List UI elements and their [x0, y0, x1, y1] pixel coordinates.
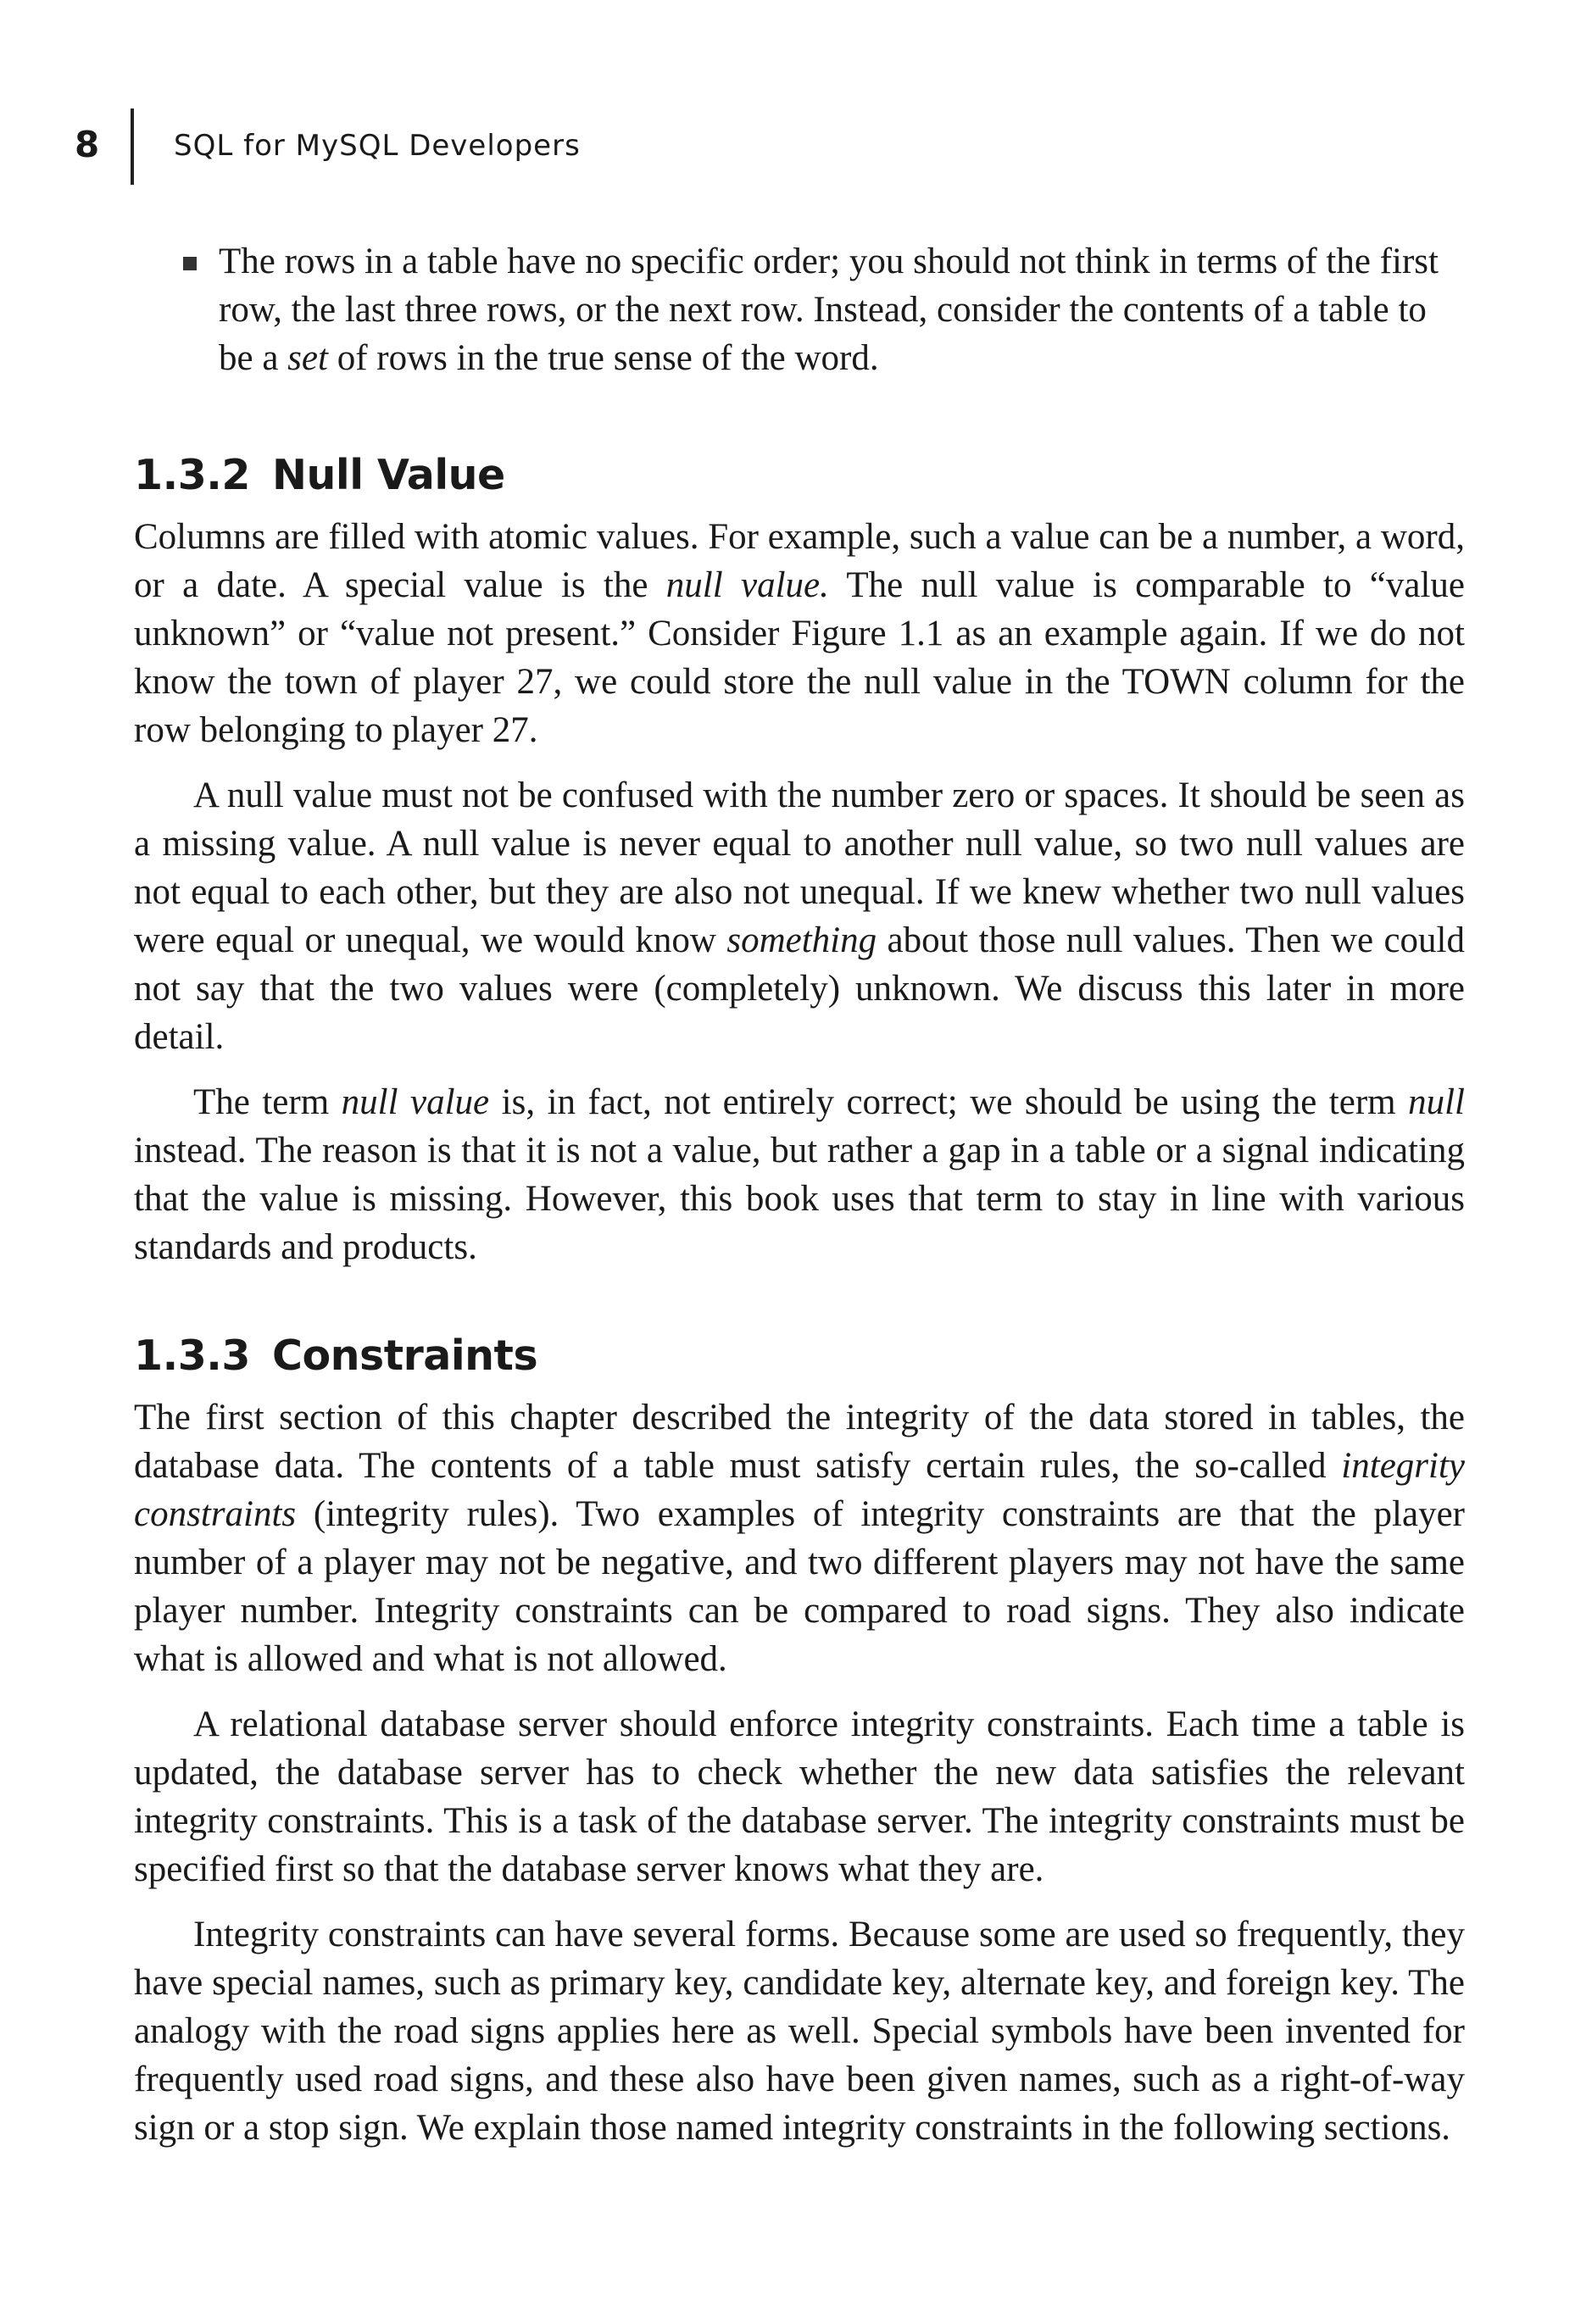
paragraph	[134, 513, 1465, 754]
paragraph-text: The null value is comparable to “value unknown” or “value not present.” Consider Figure 1.1 as an example again. If we do not know the town of player 27, we could store the null value in the TOWN column for the row belonging to player 27.	[134, 565, 1465, 750]
paragraph-text: instead. The reason is that it is not a value, but rather a gap in a table or a signal indicating that the value is missing. However, this book uses that term to stay in line with various standards and products.	[134, 1131, 1465, 1267]
bullet-square-icon	[183, 257, 197, 270]
header-divider	[131, 108, 134, 185]
paragraph-italic: something	[726, 920, 877, 960]
paragraph	[134, 1393, 1465, 1683]
section-constraints	[134, 1331, 1465, 2152]
section-title: Null Value	[272, 451, 505, 499]
paragraph: Integrity constraints can have several forms. Because some are used so frequently, they have special names, such as primary key, candidate key, alternate key, and foreign key. The analogy with the road signs applies here as well. Special symbols have been invented for frequently used road signs, and these also have been given names, such as a right-of-way sign or a stop sign. We explain those named integrity constraints in the following sections.	[134, 1915, 1465, 2148]
paragraph	[134, 771, 1465, 1061]
paragraph: A relational database server should enforce integrity constraints. Each time a table is updated, the database server has to check whether the new data satisfies the relevant integrity constraints. This is a task of the database server. The integrity constraints must be specified first so that the database server knows what they are.	[134, 1704, 1465, 1889]
paragraph-text: (integrity rules). Two examples of integrity constraints are that the player number of a player may not be negative, and two different players may not have the same player number. Integrity constraints can be compared to road signs. They also indicate what is allowed and what is not allowed.	[134, 1494, 1465, 1679]
page-body	[134, 237, 1465, 2169]
paragraph-text: is, in fact, not entirely correct; we should be using the term	[489, 1082, 1409, 1122]
paragraph	[134, 1078, 1465, 1271]
list-item	[134, 237, 1465, 382]
paragraph-italic: null value.	[665, 565, 829, 605]
section-heading	[134, 450, 1465, 501]
bullet-text-italic: set	[287, 338, 328, 378]
section-title: Constraints	[272, 1332, 538, 1380]
paragraph-italic: null value	[341, 1082, 490, 1122]
bullet-list	[134, 237, 1465, 382]
paragraph-italic: integrity constraints	[134, 1446, 1465, 1534]
paragraph-text: about those null values. Then we could not say that the two values were (completely) unknown. We discuss this later in more detail.	[134, 920, 1465, 1057]
section-number: 1.3.2	[134, 451, 251, 499]
paragraph-text: A null value must not be confused with the number zero or spaces. It should be seen as a missing value. A null value is never equal to another null value, so two null values are not equal to each other, but they are also not unequal. If we knew whether two null values were equal or unequal, we would know	[134, 776, 1465, 960]
bullet-text-end: of rows in the true sense of the word.	[327, 338, 879, 378]
paragraph-text: The first section of this chapter described the integrity of the data stored in tables, the database data. The contents of a table must satisfy certain rules, the so-called	[134, 1398, 1465, 1486]
section-number: 1.3.3	[134, 1332, 251, 1380]
page-header	[0, 0, 1575, 220]
paragraph-text: Columns are filled with atomic values. For example, such a value can be a number, a word, or a date. A special value is the	[134, 517, 1465, 605]
section-heading	[134, 1331, 1465, 1382]
page-number: 8	[75, 124, 100, 165]
running-title: SQL for MySQL Developers	[174, 129, 581, 163]
section-null-value	[134, 450, 1465, 1271]
paragraph-italic: null	[1408, 1082, 1466, 1122]
paragraph-text: The term	[193, 1082, 342, 1122]
bullet-text: The rows in a table have no specific order; you should not think in terms of the first row, the last three rows, or the next row. Instead, consider the contents of a table to be a	[219, 242, 1439, 378]
